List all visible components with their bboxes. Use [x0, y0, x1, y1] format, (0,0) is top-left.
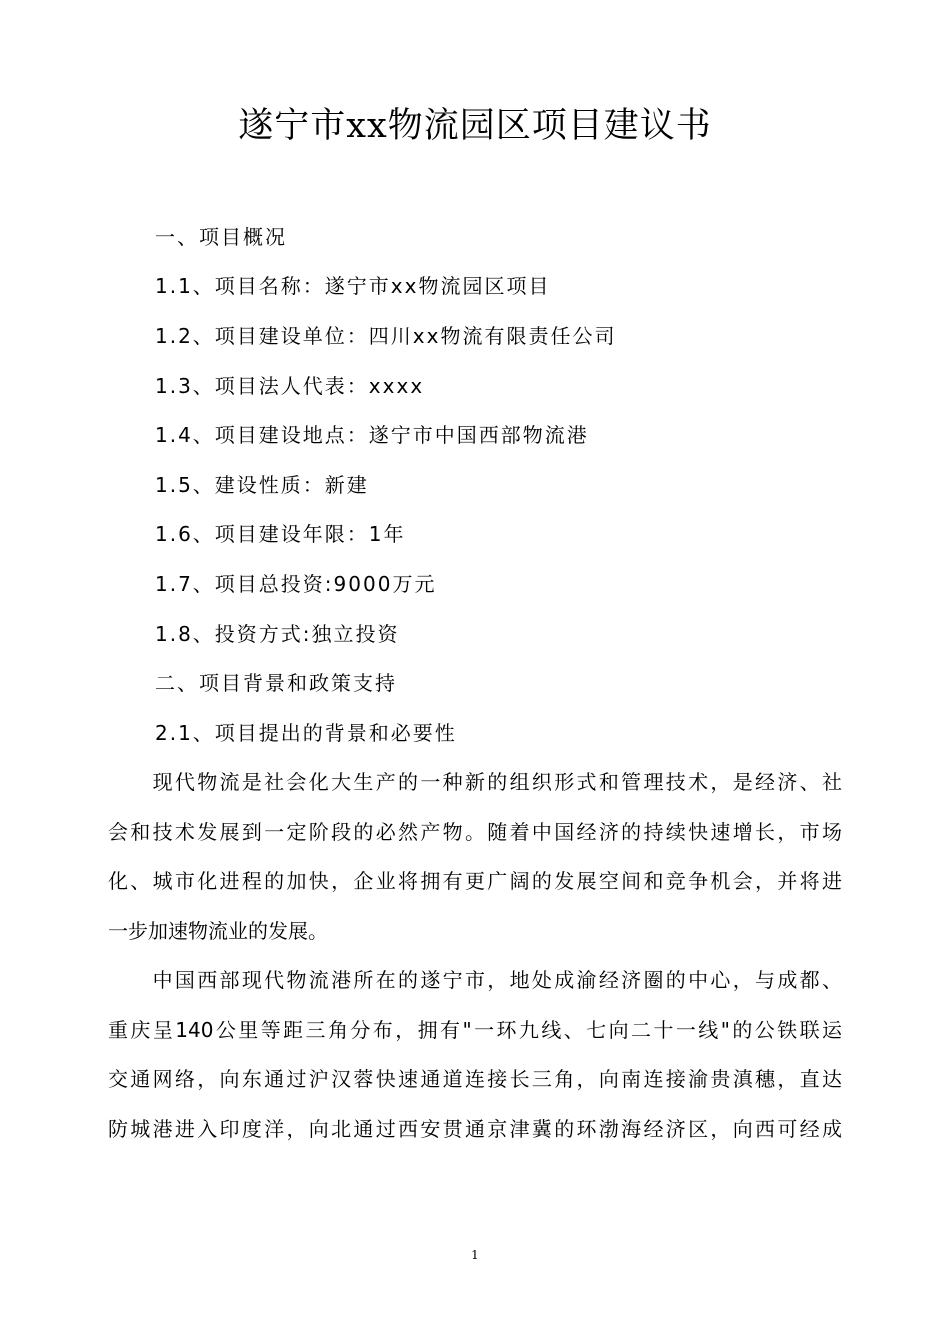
item-1-3: 1.3、项目法人代表：xxxx	[155, 374, 425, 398]
document-title: 遂宁市xx物流园区项目建议书	[238, 106, 712, 146]
item-1-2: 1.2、项目建设单位：四川xx物流有限责任公司	[155, 324, 617, 348]
item-1-7: 1.7、项目总投资:9000万元	[155, 572, 437, 596]
item-1-6: 1.6、项目建设年限：1年	[155, 522, 406, 546]
paragraph-1-line: 会和技术发展到一定阶段的必然产物。随着中国经济的持续快速增长，市场	[108, 819, 842, 844]
item-1-4: 1.4、项目建设地点：遂宁市中国西部物流港	[155, 423, 589, 447]
paragraph-2-line: 防城港进入印度洋，向北通过西安贯通京津冀的环渤海经济区，向西可经成	[108, 1116, 842, 1141]
paragraph-2	[108, 956, 842, 1154]
paragraph-2-line: 中国西部现代物流港所在的遂宁市，地处成渝经济圈的中心，与成都、	[108, 968, 842, 992]
section-heading-1: 一、项目概况	[155, 225, 287, 249]
section-heading-2: 二、项目背景和政策支持	[155, 671, 397, 695]
paragraph-2-line: 交通网络，向东通过沪汉蓉快速通道连接长三角，向南连接渝贵滇穗，直达	[108, 1067, 842, 1091]
page-number: 1	[471, 1248, 479, 1262]
paragraph-1-line: 一步加速物流业的发展。	[108, 918, 328, 943]
item-1-8: 1.8、投资方式:独立投资	[155, 622, 400, 646]
paragraph-1	[108, 758, 842, 956]
item-1-5: 1.5、建设性质：新建	[155, 473, 369, 497]
paragraph-2-line: 重庆呈140公里等距三角分布，拥有"一环九线、七向二十一线"的公铁联运	[108, 1017, 842, 1042]
item-1-1: 1.1、项目名称：遂宁市xx物流园区项目	[155, 274, 551, 298]
paragraph-1-line: 现代物流是社会化大生产的一种新的组织形式和管理技术，是经济、社	[108, 770, 842, 794]
item-2-1: 2.1、项目提出的背景和必要性	[155, 721, 457, 745]
paragraph-1-line: 化、城市化进程的加快，企业将拥有更广阔的发展空间和竞争机会，并将进	[108, 869, 842, 893]
